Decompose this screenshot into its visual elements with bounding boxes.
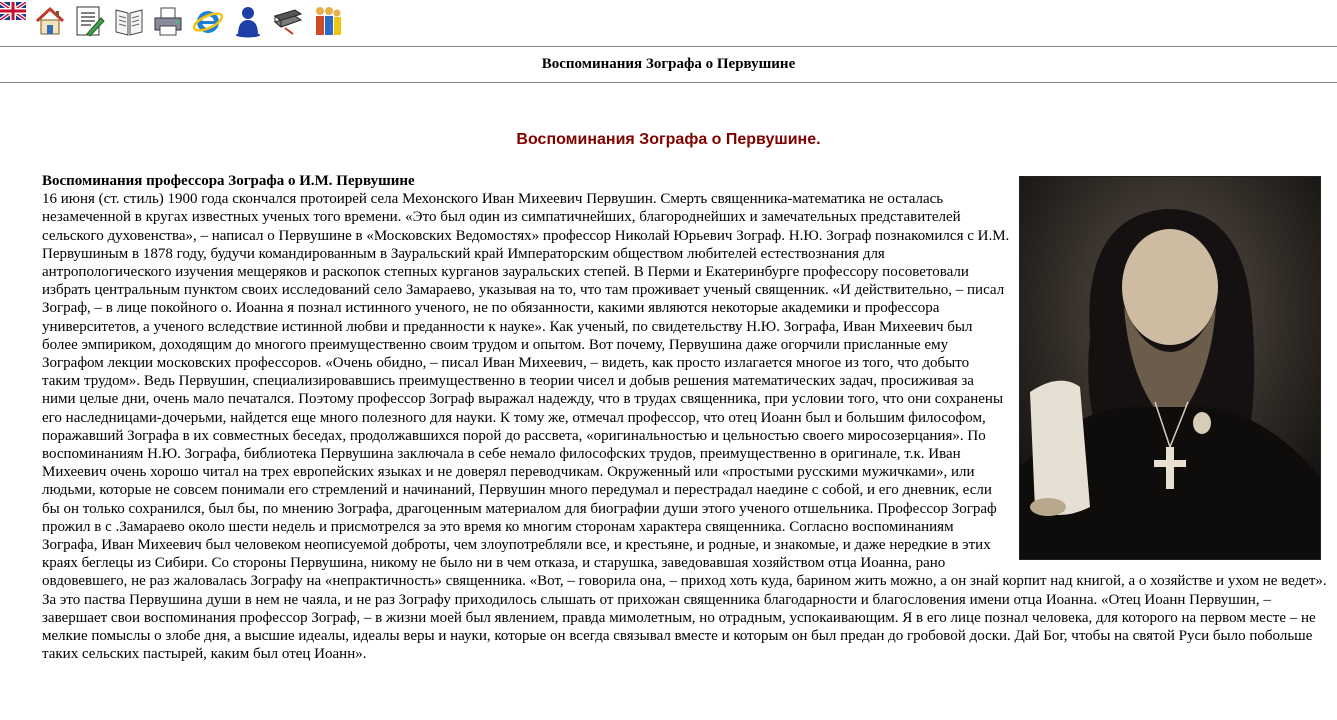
bottom-divider [0, 82, 1337, 83]
portrait-photo [1019, 176, 1321, 560]
people-icon[interactable] [311, 4, 343, 38]
toolbar [0, 0, 1337, 42]
article-content [42, 172, 1332, 663]
user-icon[interactable] [232, 4, 264, 38]
edit-document-icon[interactable] [73, 4, 105, 38]
article-body: 16 июня (ст. стиль) 1900 года скончался протоирей села Мехонского Иван Михеевич Первушин. Смерть священника-математика не осталась незамеченной в кругах известных ученых того времени. «Это был один из симпатичнейших, благороднейших и замечательных представителей сельского духовенства», – написал о Первушине в «Московских Ведомостях» профессор Николай Юрьевич Зограф. Н.Ю. Зограф познакомился с И.М. Первушиным в 1878 году, будучи командированным в Зауральский край Императорским обществом любителей естествознания для антропологического изучения мещеряков и раскопок степных курганов зауральских степей. В Перми и Екатеринбурге профессору посоветовали избрать центральным пунктом своих исследований село Замараево, указывая на то, что там проживает ученый священник. «И действительно, – писал Зограф, – в лице покойного о. Иоанна я познал истинного ученого, не по обязанности, какими являются некоторые академики и профессора университетов, а ученого вследствие истинной любви и преданности к науке». Как ученый, по свидетельству Н.Ю. Зографа, Иван Михеевич был более эмпириком, доходящим до многого преимущественно своим трудом и опытом. Вот почему, Первушина даже огорчили присланные ему Зографом лекции московских профессоров. «Очень обидно, – писал Иван Михеевич, – видеть, как просто излагается многое из того, что добыто таким трудом». Ведь Первушин, специализировавшись преимущественно в теории чисел и добыв решения математических задач, просиживая за ними целые дни, очень мало печатался. Поэтому профессор Зограф выражал надежду, что в трудах священника, при условии того, что они сохранены его наследницами-дочерьми, найдется еще много полезного для науки. К тому же, отмечал профессор, что отец Иоанн был и большим философом, поражавший Зографа в их совместных беседах, продолжавшихся порой до рассвета, «оригинальностью и цельностью своего миросозерцания». По воспоминаниям Н.Ю. Зографа, библиотека Первушина заключала в себе немало философских трудов, преимущественно в оригинале, т.к. Иван Михеевич очень хорошо читал на трех европейских языках и не доверял переводчикам. Окруженный или «простыми русскими мужичками», или людьми, которые не совсем понимали его стремлений и начинаний, Первушин много передумал и перестрадал наедине с собой, и его дневник, если бы он только сохранился, был бы, по мнению Зографа, драгоценным материалом для биографии души этого ученого отшельника. Профессор Зограф прожил в с .Замараево около шести недель и присмотрелся за это время ко многим сторонам характера священника. Согласно воспоминаниям Зографа, Иван Михеевич был человеком неописуемой доброты, чем злоупотребляли все, и крестьяне, и родные, и знакомые, и даже нередкие в этих краях беглецы из Сибири. Со стороны Первушина, никому не было ни в чем отказа, и старушка, заведовавшая хозяйством отца Иоанна, рано овдовевшего, не раз жаловалась Зографу на «непрактичность» священника. «Вот, – говорила она, – приход хоть куда, барином жить можно, а он знай корпит над книгой, а о хозяйстве и ухом не ведет». За это паства Первушина души в нем не чаяла, и не раз Зографу приходилось слышать от прихожан священника благодарности и благословения имени отца Иоанна. «Отец Иоанн Первушин, – завершает свои воспоминания профессор Зограф, – в жизни моей был явлением, правда мимолетным, но отрадным, успокаивающим. Я в его лице познал человека, для которого на первом месте – не мелкие помыслы о злобе дня, а высшие идеалы, идеалы веры и науки, которые он всегда связывал вместе и которым он был предан до гробовой доски. Дай Бог, чтобы на святой Руси было побольше таких сельских пастырей, каким был отец Иоанн». [42, 191, 1327, 663]
book-icon[interactable] [113, 4, 145, 38]
top-divider [0, 46, 1337, 47]
printer-icon[interactable] [152, 4, 184, 38]
page-heading: Воспоминания Зографа о Первушине [541, 56, 796, 72]
internet-explorer-icon[interactable] [192, 4, 224, 38]
home-icon[interactable] [34, 4, 66, 38]
english-flag-icon[interactable] [0, 2, 26, 20]
article-subtitle: Воспоминания профессора Зографа о И.М. Первушине [42, 173, 415, 189]
books-icon[interactable] [271, 4, 303, 38]
article-title: Воспоминания Зографа о Первушине. [516, 131, 821, 148]
